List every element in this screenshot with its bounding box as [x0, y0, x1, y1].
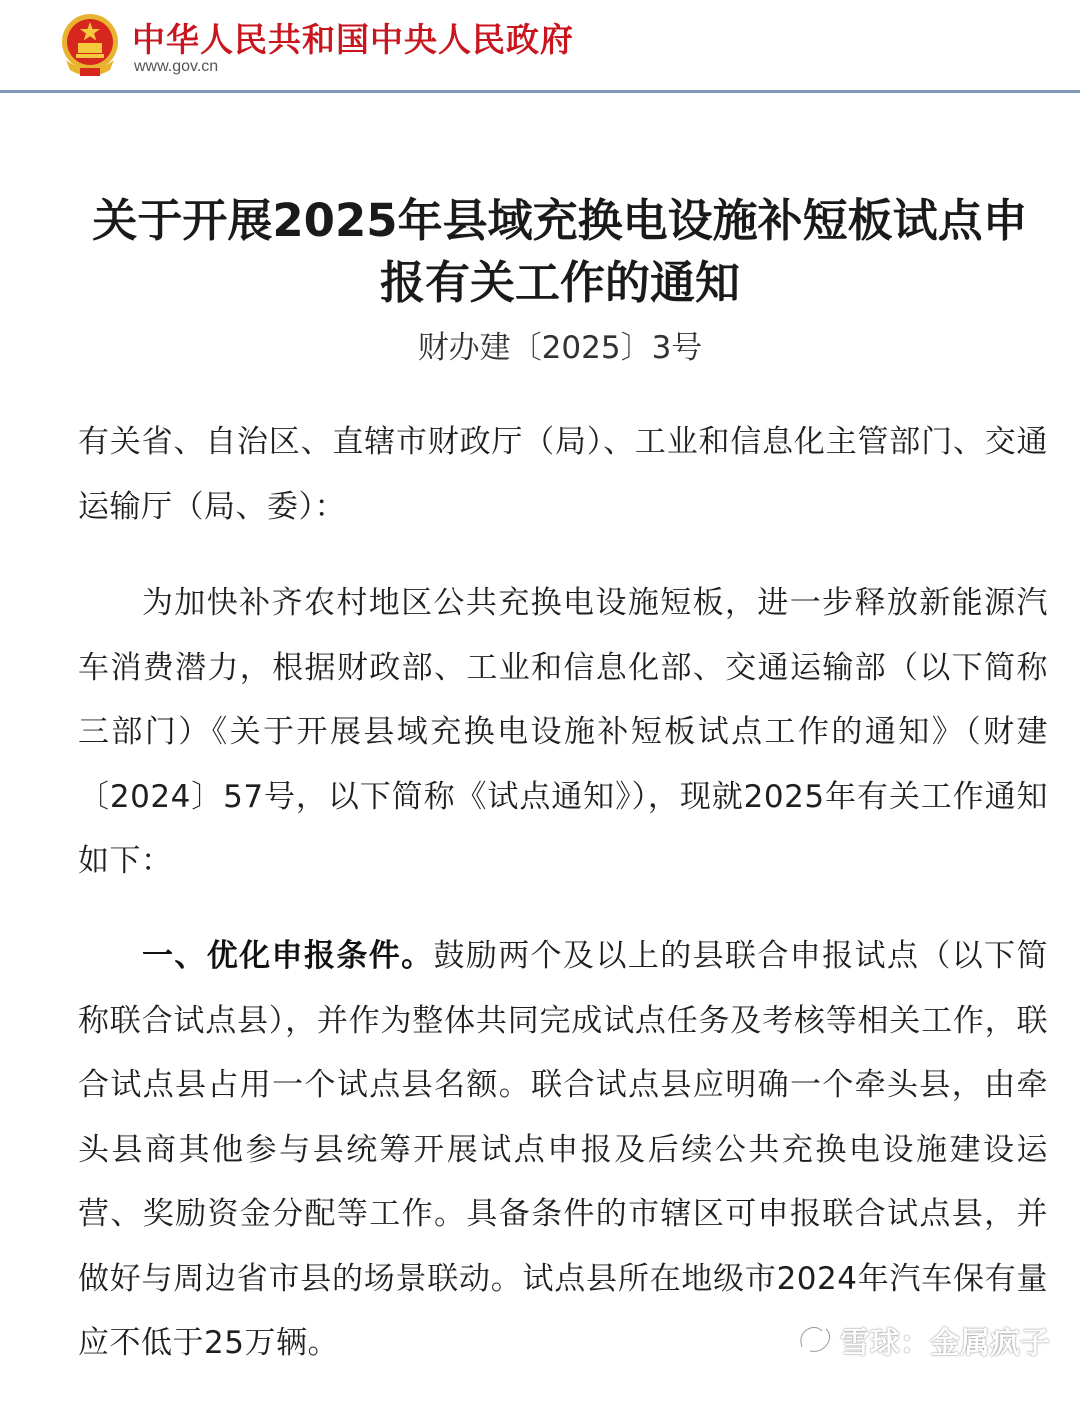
intro-paragraph: 为加快补齐农村地区公共充换电设施短板，进一步释放新能源汽车消费潜力，根据财政部、工业和信息化部、交通运输部（以下简称三部门）《关于开展县域充换电设施补短板试点工作的通知》（财建〔2024〕57号，以下简称《试点通知》），现就2025年有关工作通知如下： — [78, 585, 1048, 879]
document-number: 财办建〔2025〕3号 — [417, 330, 703, 366]
site-url[interactable]: www.gov.cn — [134, 58, 219, 75]
watermark-text: 雪球：金属疯子 — [840, 1326, 1050, 1361]
site-header — [0, 0, 1080, 92]
item-1-paragraph — [78, 924, 1048, 1376]
document-title: 关于开展2025年县域充换电设施补短板试点申报有关工作的通知 — [92, 194, 1028, 309]
watermark — [796, 1318, 1050, 1362]
header-divider — [0, 90, 1080, 93]
item-1-text: 鼓励两个及以上的县联合申报试点（以下简称联合试点县），并作为整体共同完成试点任务及考核等相关工作，联合试点县占用一个试点县名额。联合试点县应明确一个牵头县，由牵头县商其他参与县统筹开展试点申报及后续公共充换电设施建设运营、奖励资金分配等工作。具备条件的市辖区可申报联合试点县，并做好与周边省市县的场景联动。试点县所在地级市2024年汽车保有量应不低于25万辆。 — [78, 938, 1048, 1361]
national-emblem-icon[interactable] — [58, 12, 122, 78]
site-name[interactable]: 中华人民共和国中央人民政府 — [132, 20, 574, 59]
salutation-paragraph: 有关省、自治区、直辖市财政厅（局）、工业和信息化主管部门、交通运输厅（局、委）： — [78, 424, 1048, 525]
item-1-heading: 一、优化申报条件。 — [142, 938, 434, 974]
snowball-logo-icon — [796, 1323, 834, 1357]
